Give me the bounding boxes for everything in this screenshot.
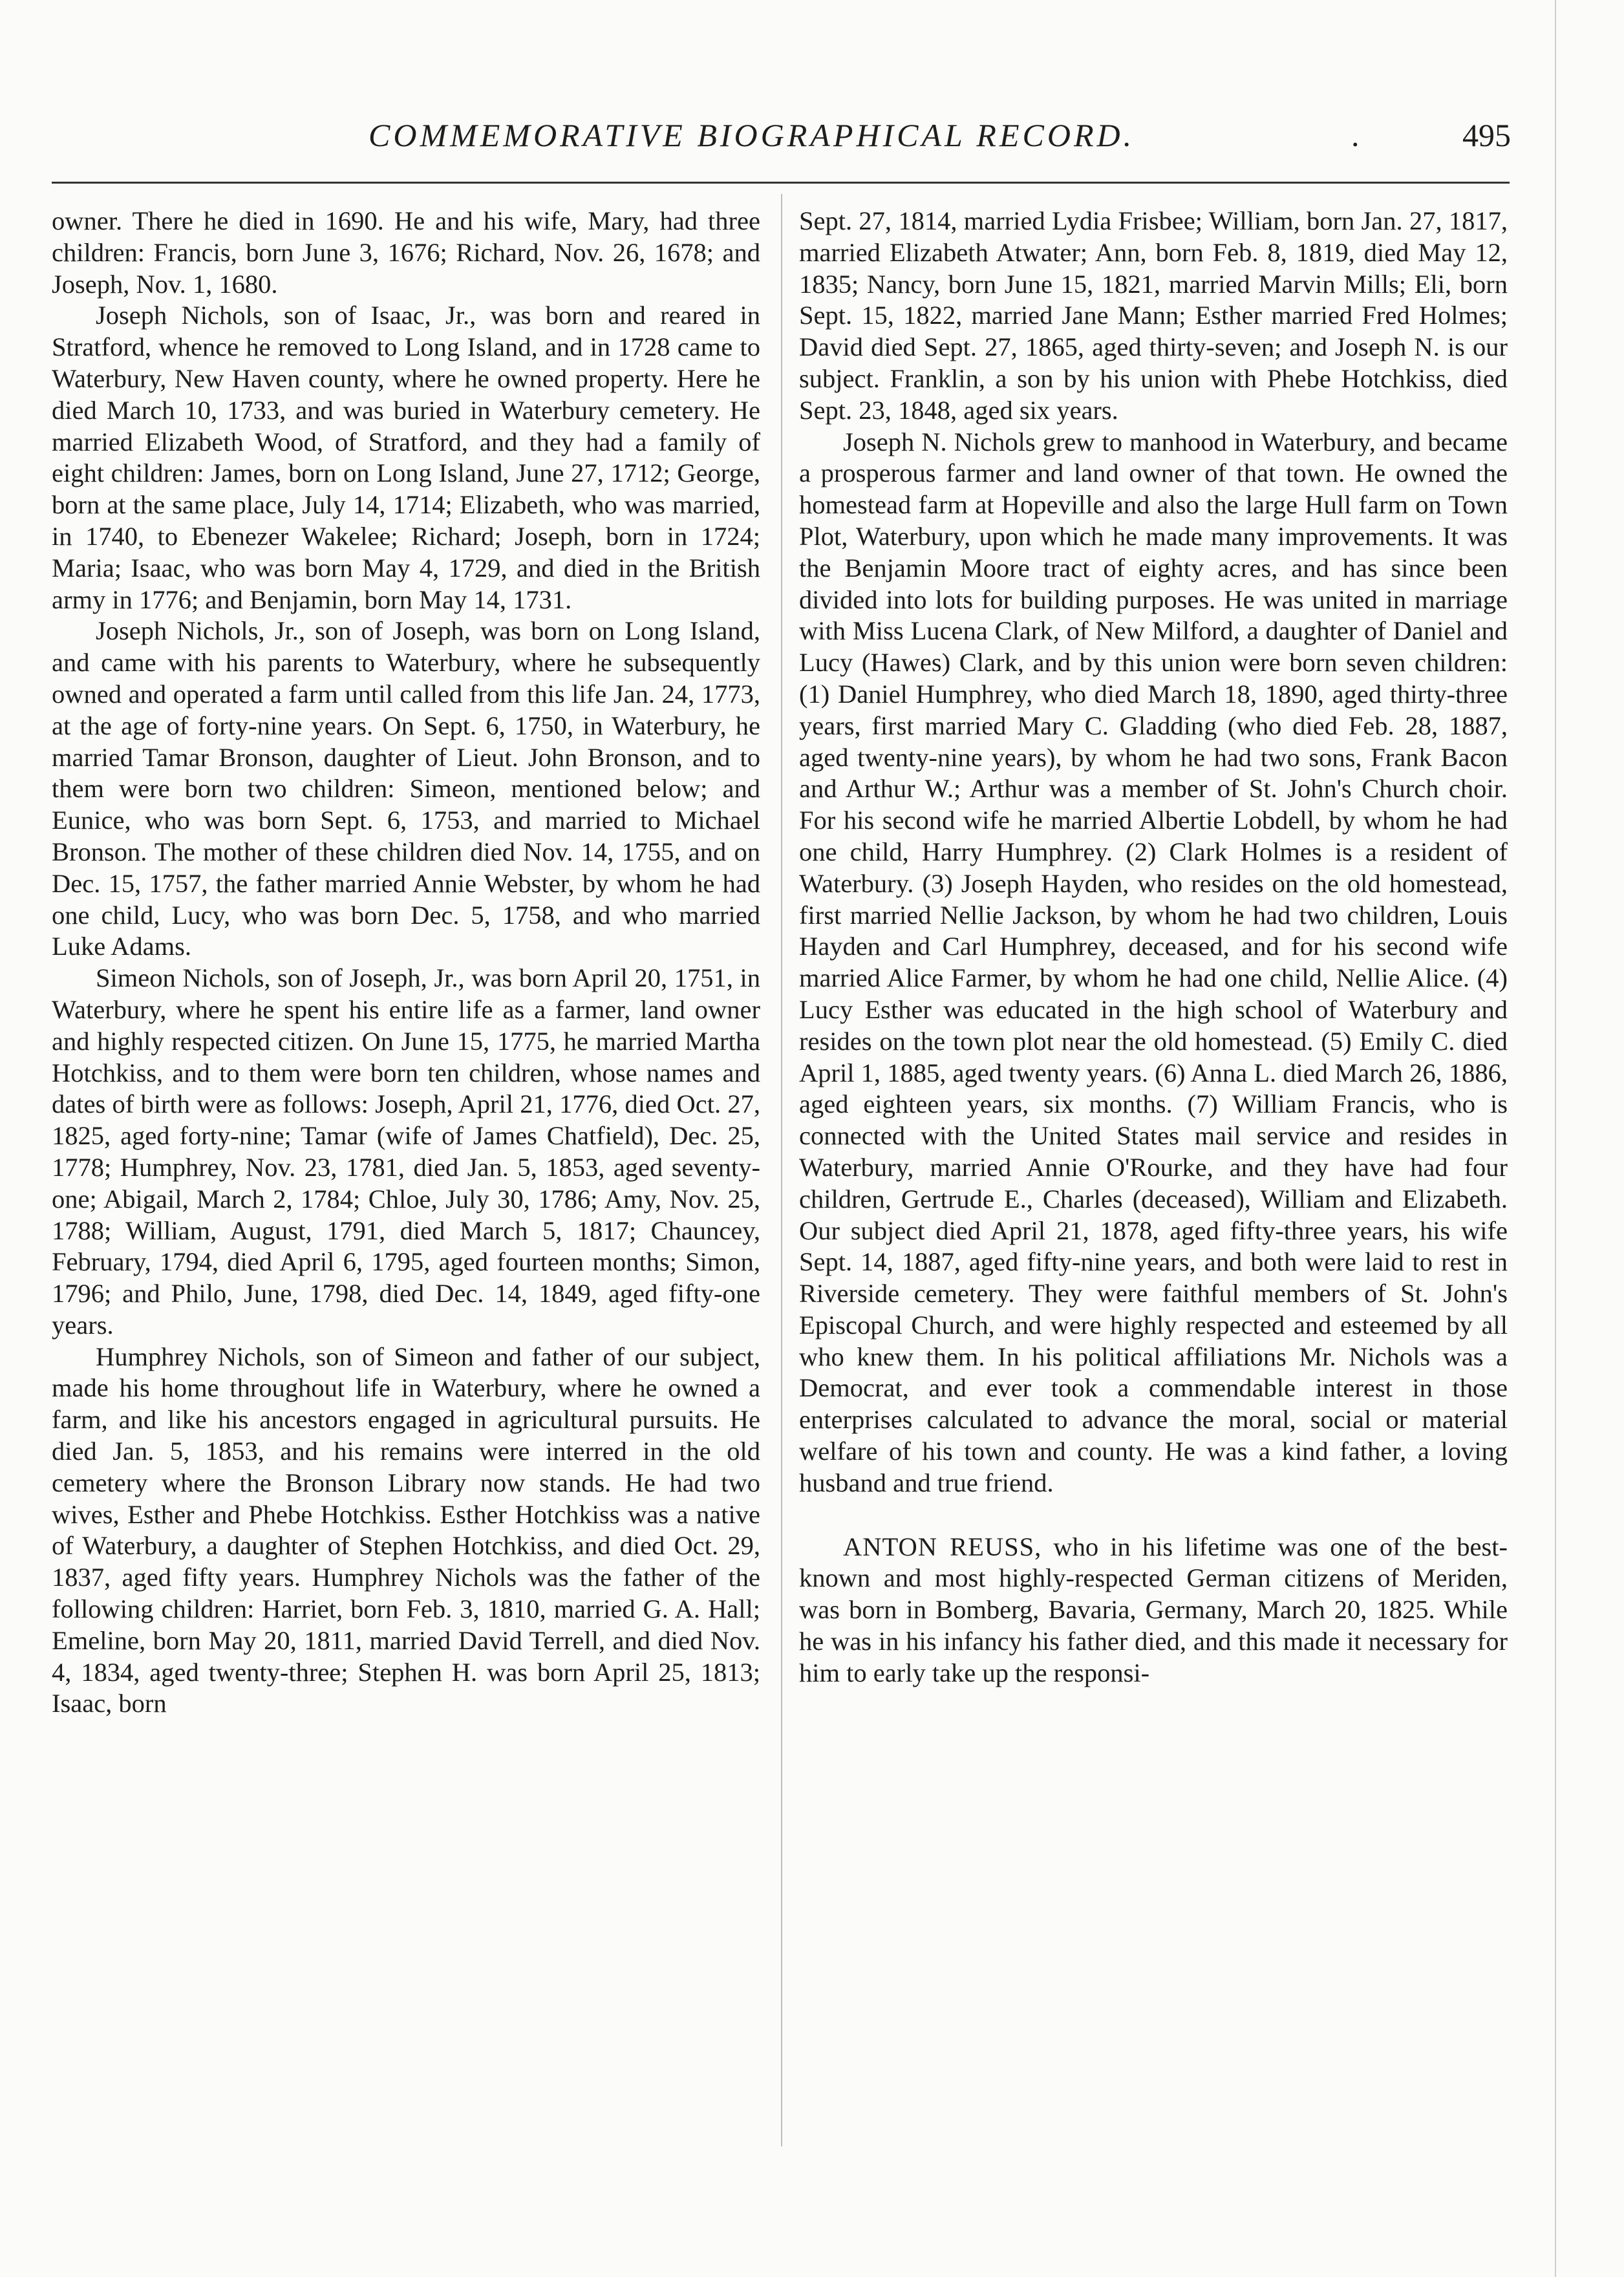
right-column	[799, 206, 1508, 1689]
header-dot: .	[1351, 117, 1360, 153]
entry-name: ANTON REUSS,	[843, 1532, 1042, 1561]
page-edge-line	[1555, 0, 1556, 2277]
page-number: 495	[1462, 117, 1511, 153]
paragraph-joseph-nichols: Joseph Nichols, son of Isaac, Jr., was born and reared in Stratford, whence he removed to Long Island, and in 1728 came to Waterbury, New Haven county, where he owned property. Here he died March 10, 1733, and was buried in Waterbury cemetery. He married Elizabeth Wood, of Stratford, and they had a family of eight children: James, born on Long Island, June 27, 1712; George, born at the same place, July 14, 1714; Elizabeth, who was married, in 1740, to Ebenezer Wakelee; Richard; Joseph, born in 1724; Maria; Isaac, who was born May 4, 1729, and died in the British army in 1776; and Benjamin, born May 14, 1731.	[52, 301, 760, 614]
paragraph-isaac-continued: owner. There he died in 1690. He and his wife, Mary, had three children: Francis, born June 3, 1676; Richard, Nov. 26, 1678; and Joseph, Nov. 1, 1680.	[52, 206, 760, 299]
entry-anton-reuss	[799, 1532, 1508, 1689]
left-column	[52, 206, 760, 1720]
paragraph-joseph-nichols-jr: Joseph Nichols, Jr., son of Joseph, was born on Long Island, and came with his parents to Waterbury, where he subsequently owned and operated a farm until called from this life Jan. 24, 1773, at the age of forty-nine years. On Sept. 6, 1750, in Waterbury, he married Tamar Bronson, daughter of Lieut. John Bronson, and to them were born two children: Simeon, mentioned below; and Eunice, who was born Sept. 6, 1753, and married to Michael Bronson. The mother of these children died Nov. 14, 1755, and on Dec. 15, 1757, the father married Annie Webster, by whom he had one child, Lucy, who was born Dec. 5, 1758, and who married Luke Adams.	[52, 616, 760, 961]
entry-text: who in his lifetime was one of the best-known and most highly-respected German citizens of Meriden, was born in Bomberg, Bavaria, Germany, March 20, 1825. While he was in his infancy his father died, and this made it necessary for him to early take up the responsi-	[799, 1532, 1508, 1687]
column-divider	[781, 194, 782, 2146]
page-header	[0, 116, 1624, 168]
running-title: COMMEMORATIVE BIOGRAPHICAL RECORD.	[369, 117, 1135, 153]
paragraph-joseph-n-nichols: Joseph N. Nichols grew to manhood in Waterbury, and became a prosperous farmer and land owner of that town. He owned the homestead farm at Hopeville and also the large Hull farm on Town Plot, Waterbury, upon which he made many improvements. It was the Benjamin Moore tract of eighty acres, and has since been divided into lots for building purposes. He was united in marriage with Miss Lucena Clark, of New Milford, a daughter of Daniel and Lucy (Hawes) Clark, and by this union were born seven children: (1) Daniel Humphrey, who died March 18, 1890, aged thirty-three years, first married Mary C. Gladding (who died Feb. 28, 1887, aged twenty-nine years), by whom he had two sons, Frank Bacon and Arthur W.; Arthur was a member of St. John's Church choir. For his second wife he married Albertie Lobdell, by whom he had one child, Harry Humphrey. (2) Clark Holmes is a resident of Waterbury. (3) Joseph Hayden, who resides on the old homestead, first married Nellie Jackson, by whom he had two children, Louis Hayden and Carl Humphrey, deceased, and for his second wife married Alice Farmer, by whom he had one child, Nellie Alice. (4) Lucy Esther was educated in the high school of Waterbury and resides on the town plot near the old homestead. (5) Emily C. died April 1, 1885, aged twenty years. (6) Anna L. died March 26, 1886, aged eighteen years, six months. (7) William Francis, who is connected with the United States mail service and resides in Waterbury, married Annie O'Rourke, and they have had four children, Gertrude E., Charles (deceased), William and Elizabeth. Our subject died April 21, 1878, aged fifty-three years, his wife Sept. 14, 1887, aged fifty-nine years, and both were laid to rest in Riverside cemetery. They were faithful members of St. John's Episcopal Church, and were highly respected and esteemed by all who knew them. In his political affiliations Mr. Nichols was a Democrat, and ever took a commendable interest in those enterprises calculated to advance the moral, social or material welfare of his town and county. He was a kind father, a loving husband and true friend.	[799, 427, 1508, 1497]
paragraph-children-continued: Sept. 27, 1814, married Lydia Frisbee; William, born Jan. 27, 1817, married Elizabeth Atwater; Ann, born Feb. 8, 1819, died May 12, 1835; Nancy, born June 15, 1821, married Marvin Mills; Eli, born Sept. 15, 1822, married Jane Mann; Esther married Fred Holmes; David died Sept. 27, 1865, aged thirty-seven; and Joseph N. is our subject. Franklin, a son by his union with Phebe Hotchkiss, died Sept. 23, 1848, aged six years.	[799, 206, 1508, 425]
paragraph-humphrey-nichols: Humphrey Nichols, son of Simeon and father of our subject, made his home throughout life in Waterbury, where he owned a farm, and like his ancestors engaged in agricultural pursuits. He died Jan. 5, 1853, and his remains were interred in the old cemetery where the Bronson Library now stands. He had two wives, Esther and Phebe Hotchkiss. Esther Hotchkiss was a native of Waterbury, a daughter of Stephen Hotchkiss, and died Oct. 29, 1837, aged fifty years. Humphrey Nichols was the father of the following children: Harriet, born Feb. 3, 1810, married G. A. Hall; Emeline, born May 20, 1811, married David Terrell, and died Nov. 4, 1834, aged twenty-three; Stephen H. was born April 25, 1813; Isaac, born	[52, 1342, 760, 1718]
header-rule	[52, 182, 1510, 184]
paragraph-simeon-nichols: Simeon Nichols, son of Joseph, Jr., was born April 20, 1751, in Waterbury, where he spent his entire life as a farmer, land owner and highly respected citizen. On June 15, 1775, he married Martha Hotchkiss, and to them were born ten children, whose names and dates of birth were as follows: Joseph, April 21, 1776, died Oct. 27, 1825, aged forty-nine; Tamar (wife of James Chatfield), Dec. 25, 1778; Humphrey, Nov. 23, 1781, died Jan. 5, 1853, aged seventy-one; Abigail, March 2, 1784; Chloe, July 30, 1786; Amy, Nov. 25, 1788; William, August, 1791, died March 5, 1817; Chauncey, February, 1794, died April 6, 1795, aged fourteen months; Simon, 1796; and Philo, June, 1798, died Dec. 14, 1849, aged fifty-one years.	[52, 963, 760, 1340]
